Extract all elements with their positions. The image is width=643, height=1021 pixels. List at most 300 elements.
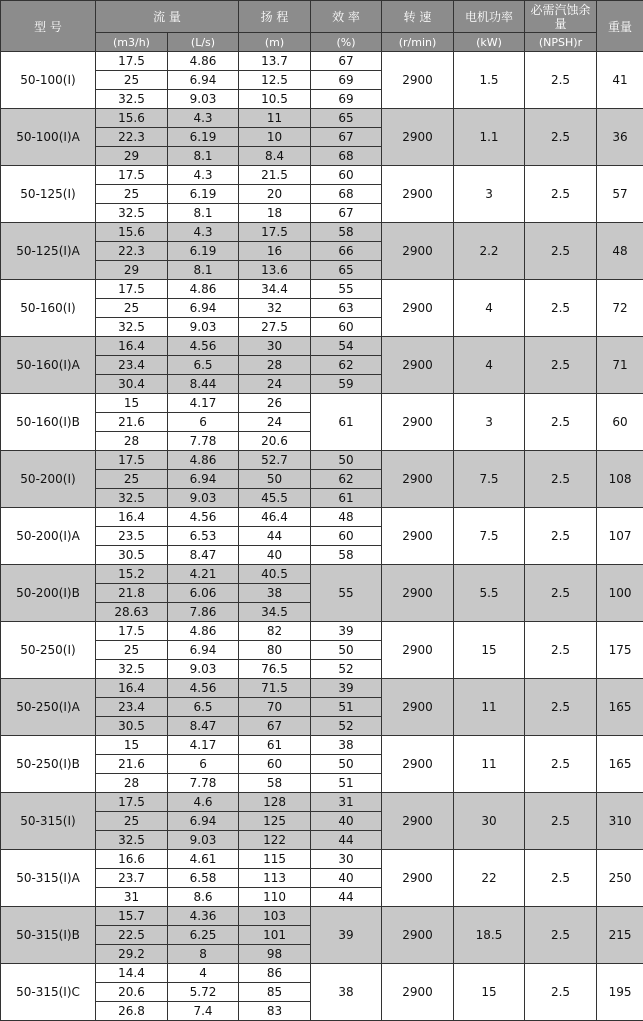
model-cell: 50-200(I)	[1, 451, 96, 508]
efficiency-cell: 48	[311, 508, 382, 527]
head-cell: 110	[239, 888, 311, 907]
efficiency-cell: 50	[311, 641, 382, 660]
flow-ls-cell: 4.86	[168, 622, 239, 641]
weight-cell: 60	[597, 394, 643, 451]
head-cell: 125	[239, 812, 311, 831]
flow-m3h-cell: 17.5	[96, 622, 168, 641]
efficiency-cell: 67	[311, 52, 382, 71]
flow-ls-cell: 4.3	[168, 166, 239, 185]
npsh-cell: 2.5	[525, 166, 597, 223]
npsh-cell: 2.5	[525, 793, 597, 850]
flow-m3h-cell: 25	[96, 71, 168, 90]
head-cell: 30	[239, 337, 311, 356]
flow-m3h-cell: 17.5	[96, 166, 168, 185]
speed-cell: 2900	[382, 679, 454, 736]
flow-m3h-cell: 15.6	[96, 109, 168, 128]
efficiency-cell: 65	[311, 109, 382, 128]
flow-ls-cell: 4.86	[168, 52, 239, 71]
power-cell: 2.2	[454, 223, 525, 280]
table-row	[1, 109, 643, 128]
flow-ls-cell: 8.44	[168, 375, 239, 394]
flow-ls-cell: 8.1	[168, 147, 239, 166]
flow-m3h-cell: 15	[96, 736, 168, 755]
flow-m3h-cell: 22.5	[96, 926, 168, 945]
head-cell: 60	[239, 755, 311, 774]
flow-m3h-cell: 21.8	[96, 584, 168, 603]
flow-ls-cell: 6	[168, 413, 239, 432]
head-cell: 10	[239, 128, 311, 147]
flow-ls-cell: 6.19	[168, 185, 239, 204]
flow-m3h-cell: 28	[96, 432, 168, 451]
power-cell: 11	[454, 736, 525, 793]
speed-cell: 2900	[382, 451, 454, 508]
head-cell: 67	[239, 717, 311, 736]
model-cell: 50-315(I)C	[1, 964, 96, 1021]
header-head: 扬 程	[239, 1, 311, 33]
efficiency-cell: 44	[311, 831, 382, 850]
npsh-cell: 2.5	[525, 223, 597, 280]
flow-ls-cell: 6.5	[168, 356, 239, 375]
flow-ls-cell: 6.94	[168, 299, 239, 318]
weight-cell: 165	[597, 736, 643, 793]
head-cell: 70	[239, 698, 311, 717]
flow-m3h-cell: 29	[96, 261, 168, 280]
flow-ls-cell: 8.6	[168, 888, 239, 907]
head-cell: 101	[239, 926, 311, 945]
flow-m3h-cell: 30.5	[96, 546, 168, 565]
head-cell: 45.5	[239, 489, 311, 508]
efficiency-cell: 38	[311, 736, 382, 755]
flow-m3h-cell: 32.5	[96, 660, 168, 679]
head-cell: 98	[239, 945, 311, 964]
flow-m3h-cell: 25	[96, 470, 168, 489]
npsh-cell: 2.5	[525, 736, 597, 793]
efficiency-cell: 58	[311, 223, 382, 242]
model-cell: 50-250(I)A	[1, 679, 96, 736]
npsh-cell: 2.5	[525, 508, 597, 565]
npsh-cell: 2.5	[525, 622, 597, 679]
flow-ls-cell: 4.21	[168, 565, 239, 584]
flow-m3h-cell: 26.8	[96, 1002, 168, 1021]
table-row	[1, 964, 643, 983]
efficiency-cell: 69	[311, 71, 382, 90]
head-cell: 24	[239, 413, 311, 432]
speed-cell: 2900	[382, 964, 454, 1021]
efficiency-cell: 39	[311, 907, 382, 964]
model-cell: 50-200(I)B	[1, 565, 96, 622]
flow-m3h-cell: 23.4	[96, 698, 168, 717]
power-cell: 15	[454, 622, 525, 679]
unit-npsh: (NPSH)r	[525, 33, 597, 52]
flow-m3h-cell: 22.3	[96, 242, 168, 261]
flow-m3h-cell: 16.4	[96, 679, 168, 698]
efficiency-cell: 50	[311, 755, 382, 774]
flow-m3h-cell: 32.5	[96, 90, 168, 109]
flow-ls-cell: 4.17	[168, 394, 239, 413]
model-cell: 50-160(I)	[1, 280, 96, 337]
flow-ls-cell: 4.6	[168, 793, 239, 812]
model-cell: 50-315(I)	[1, 793, 96, 850]
flow-ls-cell: 4.61	[168, 850, 239, 869]
flow-ls-cell: 9.03	[168, 318, 239, 337]
flow-m3h-cell: 15.7	[96, 907, 168, 926]
table-row	[1, 622, 643, 641]
flow-ls-cell: 4.56	[168, 508, 239, 527]
head-cell: 20.6	[239, 432, 311, 451]
head-cell: 113	[239, 869, 311, 888]
efficiency-cell: 39	[311, 679, 382, 698]
table-row	[1, 280, 643, 299]
flow-m3h-cell: 32.5	[96, 489, 168, 508]
unit-head: (m)	[239, 33, 311, 52]
flow-m3h-cell: 29	[96, 147, 168, 166]
head-cell: 27.5	[239, 318, 311, 337]
efficiency-cell: 59	[311, 375, 382, 394]
speed-cell: 2900	[382, 52, 454, 109]
head-cell: 38	[239, 584, 311, 603]
flow-m3h-cell: 16.4	[96, 337, 168, 356]
npsh-cell: 2.5	[525, 394, 597, 451]
head-cell: 20	[239, 185, 311, 204]
table-row	[1, 793, 643, 812]
flow-ls-cell: 7.78	[168, 432, 239, 451]
speed-cell: 2900	[382, 166, 454, 223]
head-cell: 122	[239, 831, 311, 850]
flow-m3h-cell: 16.4	[96, 508, 168, 527]
flow-ls-cell: 9.03	[168, 90, 239, 109]
table-body	[1, 52, 643, 1021]
head-cell: 34.5	[239, 603, 311, 622]
flow-ls-cell: 4.86	[168, 451, 239, 470]
head-cell: 71.5	[239, 679, 311, 698]
speed-cell: 2900	[382, 736, 454, 793]
flow-ls-cell: 6.53	[168, 527, 239, 546]
power-cell: 3	[454, 394, 525, 451]
flow-ls-cell: 6.19	[168, 242, 239, 261]
weight-cell: 100	[597, 565, 643, 622]
flow-m3h-cell: 25	[96, 299, 168, 318]
weight-cell: 48	[597, 223, 643, 280]
flow-ls-cell: 7.86	[168, 603, 239, 622]
flow-ls-cell: 4.3	[168, 223, 239, 242]
table-row	[1, 850, 643, 869]
flow-ls-cell: 8	[168, 945, 239, 964]
efficiency-cell: 51	[311, 698, 382, 717]
flow-m3h-cell: 23.7	[96, 869, 168, 888]
flow-m3h-cell: 28.63	[96, 603, 168, 622]
model-cell: 50-125(I)	[1, 166, 96, 223]
table-row	[1, 679, 643, 698]
weight-cell: 250	[597, 850, 643, 907]
head-cell: 40	[239, 546, 311, 565]
efficiency-cell: 67	[311, 204, 382, 223]
power-cell: 15	[454, 964, 525, 1021]
table-row	[1, 451, 643, 470]
model-cell: 50-125(I)A	[1, 223, 96, 280]
power-cell: 22	[454, 850, 525, 907]
flow-m3h-cell: 14.4	[96, 964, 168, 983]
head-cell: 8.4	[239, 147, 311, 166]
table-row	[1, 736, 643, 755]
efficiency-cell: 62	[311, 356, 382, 375]
efficiency-cell: 69	[311, 90, 382, 109]
speed-cell: 2900	[382, 394, 454, 451]
npsh-cell: 2.5	[525, 451, 597, 508]
header-weight: 重量	[597, 1, 643, 52]
flow-m3h-cell: 21.6	[96, 413, 168, 432]
table-row	[1, 907, 643, 926]
weight-cell: 71	[597, 337, 643, 394]
power-cell: 5.5	[454, 565, 525, 622]
head-cell: 86	[239, 964, 311, 983]
model-cell: 50-100(I)	[1, 52, 96, 109]
efficiency-cell: 55	[311, 565, 382, 622]
header-efficiency: 效 率	[311, 1, 382, 33]
head-cell: 44	[239, 527, 311, 546]
efficiency-cell: 38	[311, 964, 382, 1021]
npsh-cell: 2.5	[525, 52, 597, 109]
weight-cell: 57	[597, 166, 643, 223]
power-cell: 18.5	[454, 907, 525, 964]
head-cell: 11	[239, 109, 311, 128]
weight-cell: 36	[597, 109, 643, 166]
speed-cell: 2900	[382, 109, 454, 166]
flow-m3h-cell: 15.2	[96, 565, 168, 584]
table-row	[1, 337, 643, 356]
power-cell: 7.5	[454, 508, 525, 565]
weight-cell: 310	[597, 793, 643, 850]
weight-cell: 165	[597, 679, 643, 736]
power-cell: 30	[454, 793, 525, 850]
power-cell: 7.5	[454, 451, 525, 508]
efficiency-cell: 52	[311, 717, 382, 736]
unit-power: (kW)	[454, 33, 525, 52]
flow-ls-cell: 7.4	[168, 1002, 239, 1021]
unit-flow-m3h: (m3/h)	[96, 33, 168, 52]
efficiency-cell: 31	[311, 793, 382, 812]
efficiency-cell: 65	[311, 261, 382, 280]
efficiency-cell: 67	[311, 128, 382, 147]
power-cell: 1.5	[454, 52, 525, 109]
power-cell: 11	[454, 679, 525, 736]
flow-ls-cell: 6.94	[168, 641, 239, 660]
head-cell: 21.5	[239, 166, 311, 185]
flow-m3h-cell: 15	[96, 394, 168, 413]
weight-cell: 195	[597, 964, 643, 1021]
model-cell: 50-250(I)B	[1, 736, 96, 793]
npsh-cell: 2.5	[525, 565, 597, 622]
flow-ls-cell: 4.17	[168, 736, 239, 755]
efficiency-cell: 61	[311, 394, 382, 451]
efficiency-cell: 68	[311, 185, 382, 204]
weight-cell: 41	[597, 52, 643, 109]
header-speed: 转 速	[382, 1, 454, 33]
power-cell: 4	[454, 337, 525, 394]
head-cell: 76.5	[239, 660, 311, 679]
flow-ls-cell: 6.25	[168, 926, 239, 945]
flow-m3h-cell: 15.6	[96, 223, 168, 242]
speed-cell: 2900	[382, 565, 454, 622]
head-cell: 46.4	[239, 508, 311, 527]
model-cell: 50-100(I)A	[1, 109, 96, 166]
unit-speed: (r/min)	[382, 33, 454, 52]
flow-m3h-cell: 32.5	[96, 204, 168, 223]
efficiency-cell: 58	[311, 546, 382, 565]
efficiency-cell: 50	[311, 451, 382, 470]
head-cell: 85	[239, 983, 311, 1002]
flow-ls-cell: 5.72	[168, 983, 239, 1002]
flow-ls-cell: 4.56	[168, 337, 239, 356]
flow-m3h-cell: 20.6	[96, 983, 168, 1002]
flow-ls-cell: 6.19	[168, 128, 239, 147]
head-cell: 32	[239, 299, 311, 318]
head-cell: 83	[239, 1002, 311, 1021]
speed-cell: 2900	[382, 622, 454, 679]
efficiency-cell: 44	[311, 888, 382, 907]
head-cell: 128	[239, 793, 311, 812]
speed-cell: 2900	[382, 793, 454, 850]
head-cell: 13.7	[239, 52, 311, 71]
flow-ls-cell: 8.47	[168, 717, 239, 736]
flow-m3h-cell: 17.5	[96, 52, 168, 71]
npsh-cell: 2.5	[525, 850, 597, 907]
header-model: 型 号	[1, 1, 96, 52]
power-cell: 4	[454, 280, 525, 337]
table-row	[1, 394, 643, 413]
weight-cell: 175	[597, 622, 643, 679]
efficiency-cell: 60	[311, 318, 382, 337]
flow-ls-cell: 9.03	[168, 489, 239, 508]
head-cell: 17.5	[239, 223, 311, 242]
flow-ls-cell: 4.56	[168, 679, 239, 698]
flow-m3h-cell: 25	[96, 185, 168, 204]
head-cell: 58	[239, 774, 311, 793]
flow-m3h-cell: 22.3	[96, 128, 168, 147]
flow-m3h-cell: 23.5	[96, 527, 168, 546]
flow-ls-cell: 6.5	[168, 698, 239, 717]
speed-cell: 2900	[382, 280, 454, 337]
flow-ls-cell: 8.47	[168, 546, 239, 565]
model-cell: 50-160(I)B	[1, 394, 96, 451]
weight-cell: 72	[597, 280, 643, 337]
table-row	[1, 565, 643, 584]
model-cell: 50-315(I)A	[1, 850, 96, 907]
flow-m3h-cell: 32.5	[96, 831, 168, 850]
flow-m3h-cell: 28	[96, 774, 168, 793]
table-header	[1, 1, 643, 52]
flow-ls-cell: 4.86	[168, 280, 239, 299]
flow-m3h-cell: 31	[96, 888, 168, 907]
speed-cell: 2900	[382, 508, 454, 565]
efficiency-cell: 54	[311, 337, 382, 356]
efficiency-cell: 62	[311, 470, 382, 489]
efficiency-cell: 30	[311, 850, 382, 869]
flow-m3h-cell: 17.5	[96, 451, 168, 470]
efficiency-cell: 55	[311, 280, 382, 299]
flow-m3h-cell: 30.5	[96, 717, 168, 736]
flow-m3h-cell: 17.5	[96, 280, 168, 299]
table-row	[1, 166, 643, 185]
flow-m3h-cell: 23.4	[96, 356, 168, 375]
flow-m3h-cell: 16.6	[96, 850, 168, 869]
flow-m3h-cell: 32.5	[96, 318, 168, 337]
flow-m3h-cell: 17.5	[96, 793, 168, 812]
efficiency-cell: 40	[311, 869, 382, 888]
model-cell: 50-315(I)B	[1, 907, 96, 964]
head-cell: 34.4	[239, 280, 311, 299]
model-cell: 50-160(I)A	[1, 337, 96, 394]
efficiency-cell: 51	[311, 774, 382, 793]
speed-cell: 2900	[382, 907, 454, 964]
head-cell: 82	[239, 622, 311, 641]
header-power: 电机功率	[454, 1, 525, 33]
flow-m3h-cell: 25	[96, 812, 168, 831]
flow-m3h-cell: 29.2	[96, 945, 168, 964]
unit-efficiency: (%)	[311, 33, 382, 52]
flow-ls-cell: 6.06	[168, 584, 239, 603]
flow-ls-cell: 9.03	[168, 660, 239, 679]
model-cell: 50-200(I)A	[1, 508, 96, 565]
flow-ls-cell: 7.78	[168, 774, 239, 793]
npsh-cell: 2.5	[525, 280, 597, 337]
efficiency-cell: 60	[311, 527, 382, 546]
npsh-cell: 2.5	[525, 964, 597, 1021]
weight-cell: 108	[597, 451, 643, 508]
npsh-cell: 2.5	[525, 907, 597, 964]
flow-ls-cell: 8.1	[168, 261, 239, 280]
efficiency-cell: 40	[311, 812, 382, 831]
npsh-cell: 2.5	[525, 679, 597, 736]
flow-m3h-cell: 21.6	[96, 755, 168, 774]
unit-flow-ls: (L/s)	[168, 33, 239, 52]
head-cell: 40.5	[239, 565, 311, 584]
weight-cell: 107	[597, 508, 643, 565]
head-cell: 61	[239, 736, 311, 755]
efficiency-cell: 66	[311, 242, 382, 261]
efficiency-cell: 61	[311, 489, 382, 508]
efficiency-cell: 60	[311, 166, 382, 185]
efficiency-cell: 63	[311, 299, 382, 318]
speed-cell: 2900	[382, 223, 454, 280]
table-row	[1, 52, 643, 71]
head-cell: 28	[239, 356, 311, 375]
weight-cell: 215	[597, 907, 643, 964]
flow-ls-cell: 6.94	[168, 71, 239, 90]
head-cell: 24	[239, 375, 311, 394]
head-cell: 103	[239, 907, 311, 926]
model-cell: 50-250(I)	[1, 622, 96, 679]
head-cell: 12.5	[239, 71, 311, 90]
flow-ls-cell: 4.36	[168, 907, 239, 926]
header-flow: 流 量	[96, 1, 239, 33]
head-cell: 50	[239, 470, 311, 489]
flow-ls-cell: 6.58	[168, 869, 239, 888]
npsh-cell: 2.5	[525, 109, 597, 166]
flow-ls-cell: 6	[168, 755, 239, 774]
efficiency-cell: 68	[311, 147, 382, 166]
flow-ls-cell: 4.3	[168, 109, 239, 128]
flow-ls-cell: 9.03	[168, 831, 239, 850]
header-npsh: 必需汽蚀余量	[525, 1, 597, 33]
head-cell: 26	[239, 394, 311, 413]
table-row	[1, 508, 643, 527]
head-cell: 16	[239, 242, 311, 261]
efficiency-cell: 39	[311, 622, 382, 641]
head-cell: 52.7	[239, 451, 311, 470]
power-cell: 3	[454, 166, 525, 223]
head-cell: 18	[239, 204, 311, 223]
flow-m3h-cell: 25	[96, 641, 168, 660]
